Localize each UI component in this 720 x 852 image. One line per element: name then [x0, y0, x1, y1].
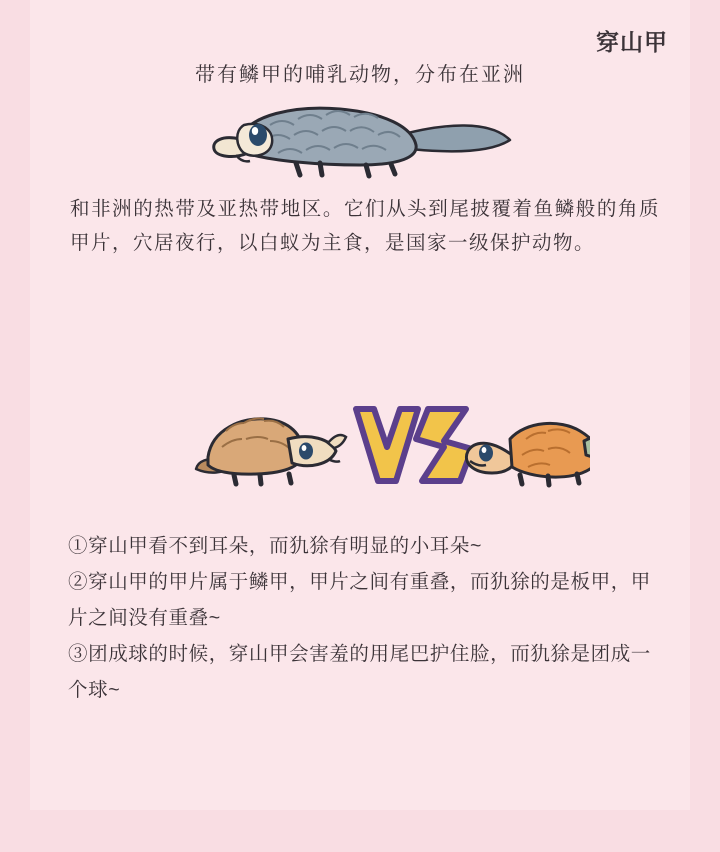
note-item-3: ③团成球的时候，穿山甲会害羞的用尾巴护住脸，而犰狳是团成一个球~ [68, 643, 651, 701]
note-item-1: ①穿山甲看不到耳朵，而犰狳有明显的小耳朵~ [68, 535, 482, 557]
lead-text: 带有鳞甲的哺乳动物，分布在亚洲 [195, 64, 525, 86]
poster-card [30, 0, 690, 810]
body-paragraph: 和非洲的热带及亚热带地区。它们从头到尾披覆着鱼鳞般的角质甲片，穴居夜行，以白蚁为主食，是国家一级保护动物。 [70, 198, 660, 254]
pangolin-small-figure [466, 423, 590, 485]
pangolin-hero-illustration [200, 95, 520, 185]
page-title: 穿山甲 [596, 29, 668, 55]
comparison-illustration-row [160, 395, 590, 500]
vs-badge [356, 409, 472, 481]
notes-list [68, 528, 668, 708]
armadillo-figure [196, 419, 346, 485]
note-item-2: ②穿山甲的甲片属于鳞甲，甲片之间有重叠，而犰狳的是板甲，甲片之间没有重叠~ [68, 571, 651, 629]
